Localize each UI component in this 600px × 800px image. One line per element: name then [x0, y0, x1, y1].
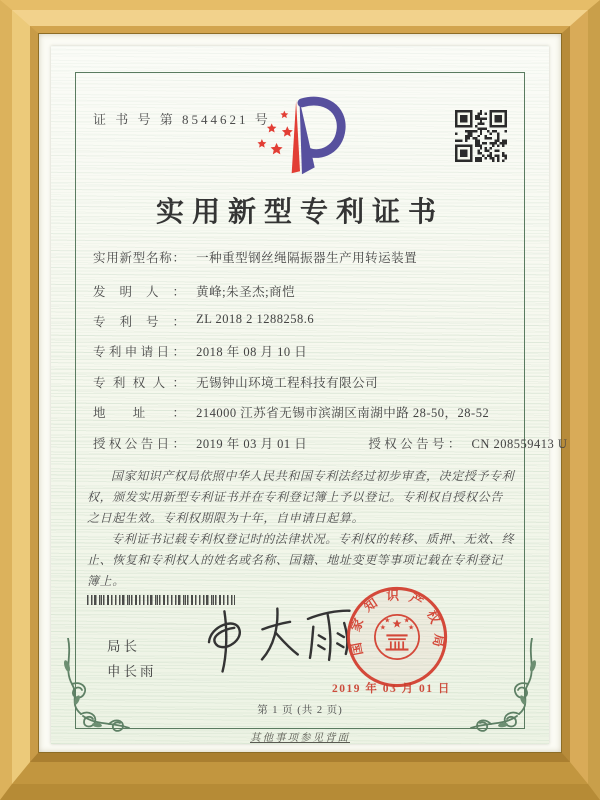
- certificate-paper: [51, 46, 568, 744]
- mat-board: [39, 34, 568, 752]
- legal-paragraph: 国家知识产权局依照中华人民共和国专利法经过初步审查，决定授予专利权，颁发实用新型专利证书并在专利登记簿上予以登记。专利权自授权公告之日起生效。专利权期限为十年，自申请日起算。: [87, 469, 515, 525]
- director-title: 局长: [107, 639, 140, 654]
- certificate-number: 证 书 号 第 8544621 号: [93, 112, 271, 127]
- field-row: [93, 342, 519, 360]
- field-value: 2018 年 08 月 10 日: [196, 345, 308, 359]
- field-row: [93, 373, 519, 391]
- field-row: [93, 282, 519, 300]
- qr-code: [455, 110, 507, 162]
- field-label: 专利号：: [93, 315, 185, 329]
- seal-date: 2019 年 03 月 01 日: [332, 683, 451, 695]
- cnipa-logo-icon: [249, 96, 351, 184]
- field-row: [93, 434, 568, 452]
- field-value: ZL 2018 2 1288258.6: [196, 312, 315, 326]
- floral-ornament-right-icon: [461, 638, 539, 736]
- field-label: 发明人：: [93, 285, 185, 299]
- field-row: [93, 403, 519, 421]
- official-seal-icon: [344, 584, 450, 690]
- field-value: 2019 年 03 月 01 日: [196, 437, 308, 451]
- seal-ring-text: 国家知识产权局: [347, 588, 447, 657]
- field-row: [93, 248, 519, 266]
- field-label: 地址：: [93, 406, 185, 420]
- page-indicator: 第 1 页 (共 2 页): [257, 705, 343, 716]
- floral-ornament-left-icon: [61, 638, 139, 736]
- field-value: 黄峰;朱圣杰;商恺: [196, 285, 296, 299]
- field-value: 214000 江苏省无锡市滨湖区南湖中路 28-50，28-52: [196, 406, 490, 420]
- field-row: [93, 312, 519, 330]
- field-label: 授权公告号：: [368, 437, 461, 451]
- field-label: 专利申请日：: [93, 345, 185, 359]
- legal-paragraph: 专利证书记载专利权登记时的法律状况。专利权的转移、质押、无效、终止、恢复和专利权人的姓名或名称、国籍、地址变更等事项记载在专利登记簿上。: [87, 532, 515, 588]
- back-note: 其他事项参见背面: [250, 733, 350, 744]
- field-value: 无锡钟山环境工程科技有限公司: [196, 376, 379, 390]
- director-name: 申长雨: [107, 664, 157, 679]
- field-label: 授权公告日：: [93, 437, 185, 451]
- field-value: CN 208559413 U: [471, 437, 568, 451]
- field-value: 一种重型钢丝绳隔振器生产用转运装置: [196, 251, 418, 265]
- legal-text: [87, 466, 515, 592]
- certificate-title: 实用新型专利证书: [155, 197, 444, 228]
- field-label: 专利权人：: [93, 376, 185, 390]
- field-label: 实用新型名称：: [93, 251, 185, 265]
